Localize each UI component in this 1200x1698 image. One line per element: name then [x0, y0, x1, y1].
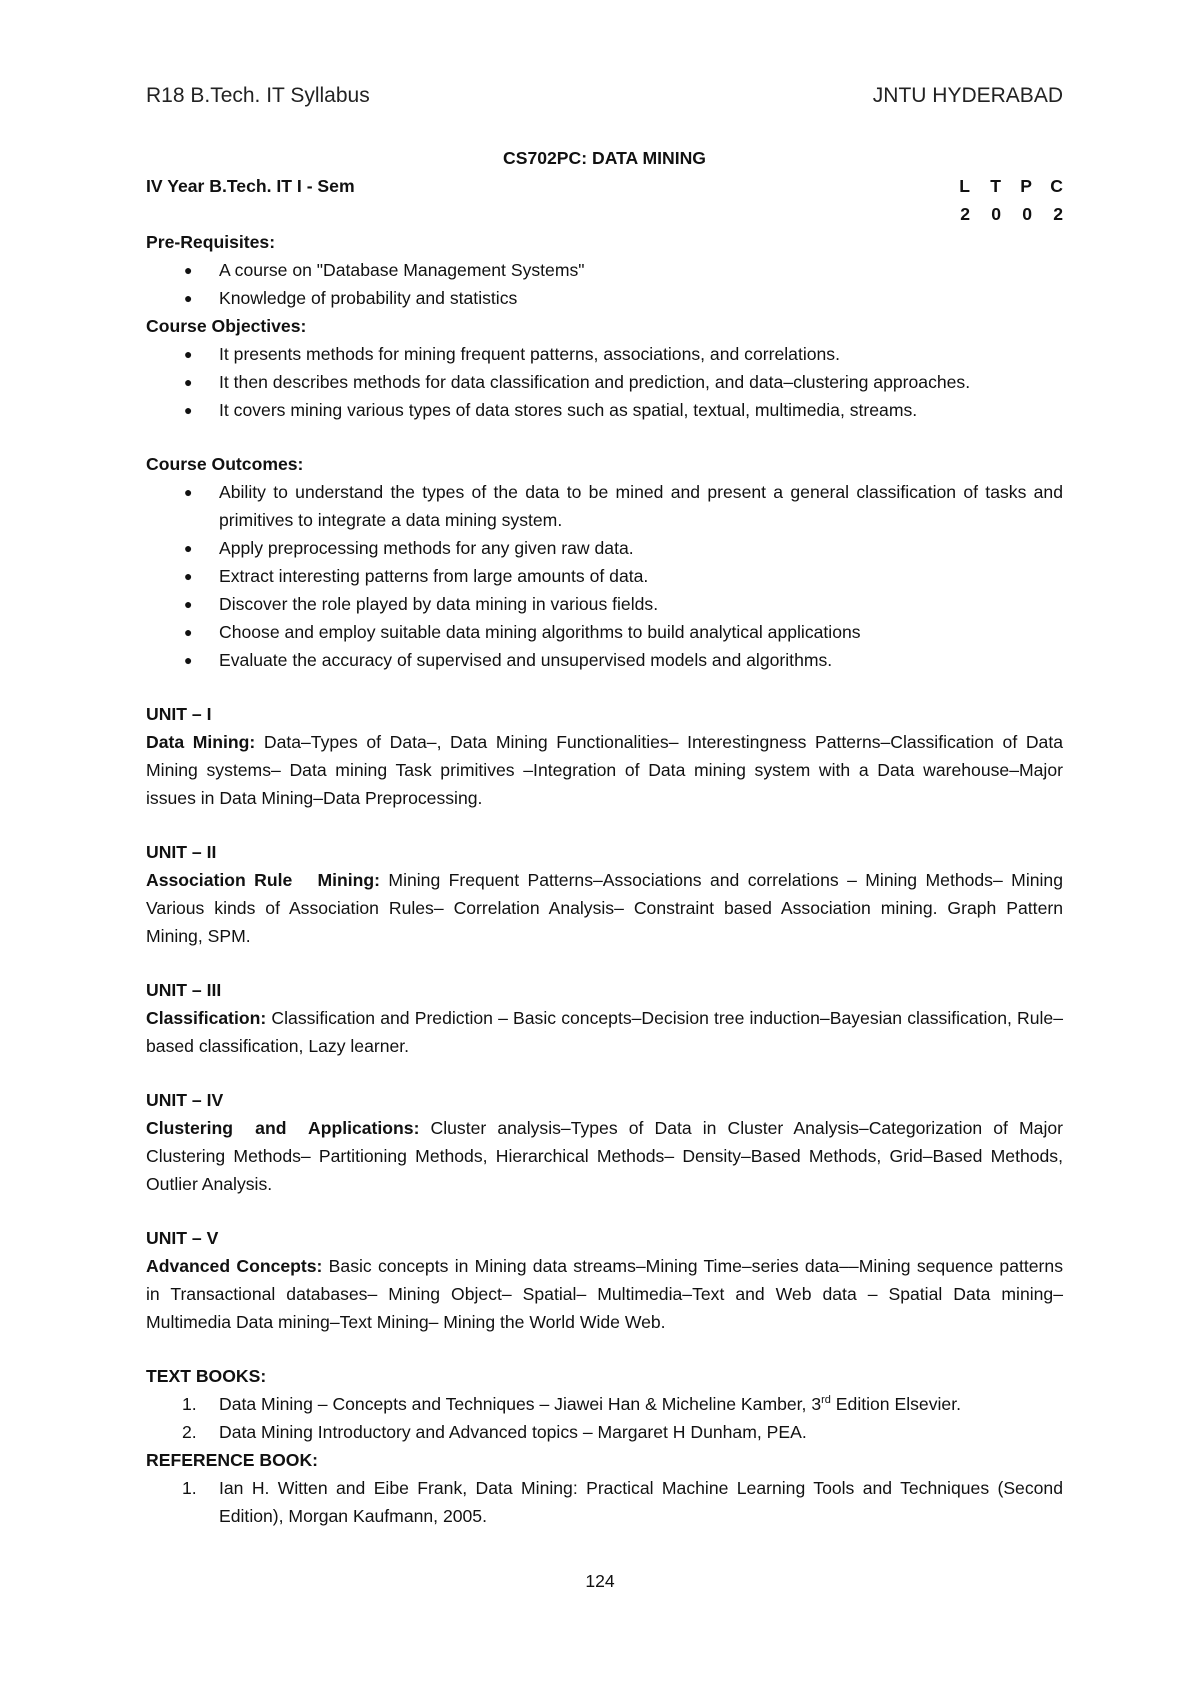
- list-item-text: Ability to understand the types of the data to be mined and present a general classification of tasks and primitives to integrate a data mining system.: [219, 482, 1063, 530]
- outcomes-heading: Course Outcomes:: [146, 454, 304, 474]
- unit-text: Classification and Prediction – Basic concepts–Decision tree induction–Bayesian classification, Rule–based classification, Lazy learner.: [146, 1008, 1063, 1056]
- list-item: [146, 646, 1063, 674]
- unit-body: [146, 1252, 1063, 1336]
- unit-body: [146, 728, 1063, 812]
- list-item-text: It covers mining various types of data stores such as spatial, textual, multimedia, streams.: [219, 400, 918, 420]
- bullet-icon: ●: [184, 540, 193, 556]
- list-number: 2.: [182, 1422, 197, 1442]
- unit-2: [146, 838, 1063, 950]
- list-item-text: Choose and employ suitable data mining algorithms to build analytical applications: [219, 622, 861, 642]
- ltpc-value-t: 0: [991, 204, 1001, 224]
- ltpc-label-p: P: [1020, 176, 1032, 196]
- course-title: CS702PC: DATA MINING: [503, 148, 706, 168]
- ltpc-value-p: 0: [1022, 204, 1032, 224]
- bullet-icon: ●: [184, 402, 193, 418]
- list-item: [146, 396, 1063, 424]
- list-item-text: It then describes methods for data classification and prediction, and data–clustering approaches.: [219, 372, 971, 392]
- objectives-list: [146, 340, 1063, 424]
- list-item-text: It presents methods for mining frequent patterns, associations, and correlations.: [219, 344, 840, 364]
- list-item: [146, 1418, 1063, 1446]
- list-item-text: Knowledge of probability and statistics: [219, 288, 518, 308]
- list-item: [146, 478, 1063, 534]
- list-item: [146, 340, 1063, 368]
- unit-text: Data–Types of Data–, Data Mining Functionalities– Interestingness Patterns–Classification of Data Mining systems– Data mining Task primitives –Integration of Data mining system with a Data warehouse–Major issues in Data Mining–Data Preprocessing.: [146, 732, 1063, 808]
- outcomes-list: [146, 478, 1063, 674]
- unit-text: Basic concepts in Mining data streams–Mining Time–series data––Mining sequence patterns in Transactional databases– Mining Object– Spatial– Multimedia–Text and Web data – Spatial Data mining– Multimedia Data mining–Text Mining– Mining the World Wide Web.: [146, 1256, 1063, 1332]
- list-item-text: Data Mining – Concepts and Techniques – Jiawei Han & Micheline Kamber, 3: [219, 1394, 822, 1414]
- ltpc-value-l: 2: [960, 204, 970, 224]
- reference-heading: REFERENCE BOOK:: [146, 1450, 319, 1470]
- unit-topic: Advanced Concepts:: [146, 1256, 323, 1276]
- list-item: [146, 284, 1063, 312]
- unit-body: [146, 1114, 1063, 1198]
- bullet-icon: ●: [184, 568, 193, 584]
- header-right: JNTU HYDERABAD: [872, 84, 1063, 107]
- list-item-text: Evaluate the accuracy of supervised and unsupervised models and algorithms.: [219, 650, 833, 670]
- list-item: [146, 368, 1063, 396]
- list-item-text: Ian H. Witten and Eibe Frank, Data Mining: Practical Machine Learning Tools and Techniques (Second Edition), Morgan Kaufmann, 2005.: [219, 1478, 1063, 1526]
- objectives-heading: Course Objectives:: [146, 316, 307, 336]
- unit-heading: UNIT – II: [146, 842, 217, 862]
- bullet-icon: ●: [184, 346, 193, 362]
- unit-topic: Association Rule Mining:: [146, 870, 381, 890]
- list-item-text: A course on "Database Management Systems": [219, 260, 585, 280]
- reference-list: [146, 1474, 1063, 1530]
- ltpc-table: [958, 172, 1063, 228]
- unit-5: [146, 1224, 1063, 1336]
- unit-body: [146, 1004, 1063, 1060]
- unit-topic: Clustering and Applications:: [146, 1118, 420, 1138]
- unit-heading: UNIT – IV: [146, 1090, 224, 1110]
- ltpc-label-t: T: [990, 176, 1001, 196]
- year-semester: IV Year B.Tech. IT I - Sem: [146, 176, 355, 196]
- year-row: [146, 172, 1063, 224]
- list-item-text: Extract interesting patterns from large amounts of data.: [219, 566, 649, 586]
- bullet-icon: ●: [184, 290, 193, 306]
- textbooks-heading: TEXT BOOKS:: [146, 1366, 267, 1386]
- list-item-text: Apply preprocessing methods for any given raw data.: [219, 538, 634, 558]
- list-item: [146, 618, 1063, 646]
- bullet-icon: ●: [184, 484, 193, 500]
- unit-body: [146, 866, 1063, 950]
- bullet-icon: ●: [184, 374, 193, 390]
- prerequisites-list: [146, 256, 1063, 312]
- ltpc-label-l: L: [959, 176, 970, 196]
- unit-4: [146, 1086, 1063, 1198]
- list-item-text: Discover the role played by data mining in various fields.: [219, 594, 659, 614]
- list-item-text: Edition Elsevier.: [830, 1394, 961, 1414]
- list-item: [146, 1474, 1063, 1530]
- bullet-icon: ●: [184, 596, 193, 612]
- bullet-icon: ●: [184, 624, 193, 640]
- syllabus-content: [146, 144, 1063, 1530]
- ordinal-suffix: rd: [821, 1394, 831, 1407]
- unit-3: [146, 976, 1063, 1060]
- bullet-icon: ●: [184, 262, 193, 278]
- list-item: [146, 1390, 1063, 1418]
- list-item-text: Data Mining Introductory and Advanced topics – Margaret H Dunham, PEA.: [219, 1422, 807, 1442]
- list-item: [146, 590, 1063, 618]
- textbooks-list: [146, 1390, 1063, 1446]
- unit-topic: Classification:: [146, 1008, 267, 1028]
- unit-topic: Data Mining:: [146, 732, 256, 752]
- ltpc-label-c: C: [1050, 176, 1063, 196]
- list-item: [146, 534, 1063, 562]
- list-number: 1.: [182, 1478, 197, 1498]
- prerequisites-heading: Pre-Requisites:: [146, 232, 276, 252]
- unit-heading: UNIT – III: [146, 980, 222, 1000]
- header-left: R18 B.Tech. IT Syllabus: [146, 84, 370, 107]
- bullet-icon: ●: [184, 652, 193, 668]
- list-item: [146, 256, 1063, 284]
- unit-1: [146, 700, 1063, 812]
- unit-text: Mining Frequent Patterns–Associations and correlations – Mining Methods– Mining Various kinds of Association Rules– Correlation Analysis– Constraint based Association mining. Graph Pattern Mining, SPM.: [146, 870, 1064, 946]
- list-number: 1.: [182, 1394, 197, 1414]
- ltpc-value-c: 2: [1053, 204, 1063, 224]
- unit-heading: UNIT – I: [146, 704, 212, 724]
- page-number: 124: [585, 1571, 615, 1591]
- unit-text: Cluster analysis–Types of Data in Cluster Analysis–Categorization of Major Clustering Methods– Partitioning Methods, Hierarchical Methods– Density–Based Methods, Grid–Based Methods, Outlier Analysis.: [146, 1118, 1063, 1194]
- list-item: [146, 562, 1063, 590]
- unit-heading: UNIT – V: [146, 1228, 219, 1248]
- running-header: [146, 84, 1063, 114]
